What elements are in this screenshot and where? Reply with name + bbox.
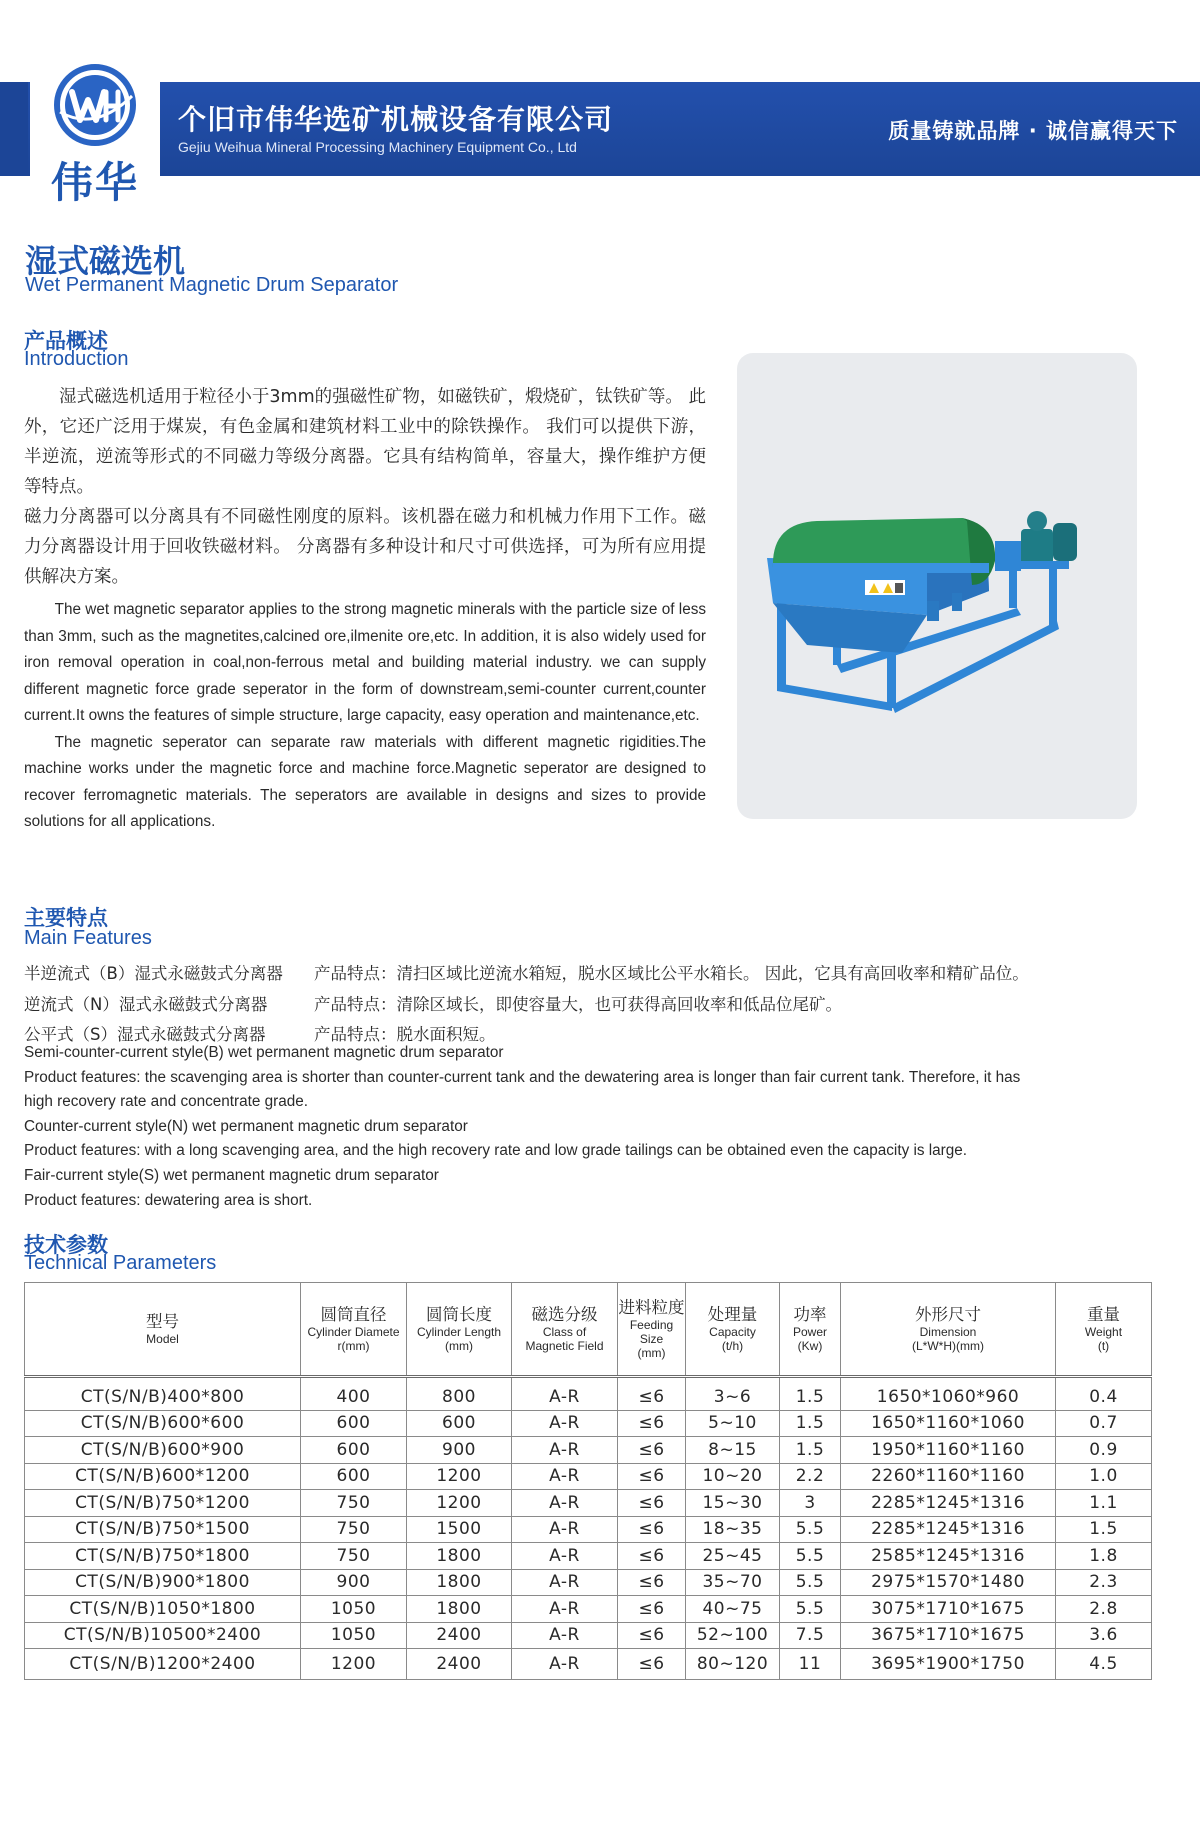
feature-desc: 产品特点：清扫区域比逆流水箱短，脱水区域比公平水箱长。 因此，它具有高回收率和精矿品位。	[314, 964, 1029, 983]
company-name-cn: 个旧市伟华选矿机械设备有限公司	[178, 103, 614, 136]
table-cell: 1800	[407, 1569, 512, 1596]
table-cell: 750	[301, 1490, 407, 1517]
column-header-en: Dimension	[919, 1325, 977, 1339]
product-photo	[737, 353, 1137, 819]
column-header-en: Feeding Size	[629, 1318, 674, 1346]
table-row	[25, 1622, 1152, 1649]
feature-desc: 产品特点：脱水面积短。	[314, 1025, 496, 1044]
table-cell: 1200	[301, 1649, 407, 1680]
intro-en-text	[24, 597, 706, 836]
table-header-row	[25, 1283, 1152, 1377]
table-cell: 52~100	[686, 1622, 780, 1649]
model-cell: CT(S/N/B)600*600	[25, 1410, 301, 1437]
table-cell: 25~45	[686, 1543, 780, 1570]
table-cell: 1650*1160*1060	[841, 1410, 1056, 1437]
table-cell: 1.8	[1056, 1543, 1152, 1570]
table-row	[25, 1490, 1152, 1517]
table-cell: 15~30	[686, 1490, 780, 1517]
table-cell: 750	[301, 1516, 407, 1543]
model-cell: CT(S/N/B)900*1800	[25, 1569, 301, 1596]
table-cell: 2285*1245*1316	[841, 1516, 1056, 1543]
column-header-unit: (t)	[1097, 1339, 1110, 1353]
feature-en-line: Product features: with a long scavenging area, and the high recovery rate and low grade tailings can be obtained even the capacity is large.	[24, 1142, 968, 1160]
model-cell: CT(S/N/B)1050*1800	[25, 1596, 301, 1623]
table-cell: A-R	[512, 1622, 618, 1649]
table-cell: 2.3	[1056, 1569, 1152, 1596]
table-cell: ≤6	[618, 1569, 686, 1596]
table-cell: 35~70	[686, 1569, 780, 1596]
feature-desc: 产品特点：清除区域长，即使容量大，也可获得高回收率和低品位尾矿。	[314, 995, 842, 1014]
table-cell: 800	[407, 1377, 512, 1411]
parameters-table	[24, 1282, 1152, 1680]
magnetic-separator-illustration	[737, 353, 1137, 819]
table-cell: 2.8	[1056, 1596, 1152, 1623]
model-cell: CT(S/N/B)750*1800	[25, 1543, 301, 1570]
table-cell: 5.5	[780, 1516, 841, 1543]
intro-cn-paragraph-1: 湿式磁选机适用于粒径小于3mm的强磁性矿物，如磁铁矿，煅烧矿，钛铁矿等。 此外，它还广泛用于煤炭，有色金属和建筑材料工业中的除铁操作。 我们可以提供下游，半逆流，逆流等形式的不同磁力等级分离器。它具有结构简单，容量大，操作维护方便等特点。	[24, 387, 706, 497]
feature-en-line: Fair-current style(S) wet permanent magnetic drum separator	[24, 1166, 439, 1184]
table-row	[25, 1463, 1152, 1490]
table-cell: A-R	[512, 1596, 618, 1623]
table-cell: 1800	[407, 1596, 512, 1623]
table-cell: 7.5	[780, 1622, 841, 1649]
model-cell: CT(S/N/B)600*1200	[25, 1463, 301, 1490]
table-cell: 1050	[301, 1622, 407, 1649]
table-cell: 3695*1900*1750	[841, 1649, 1056, 1680]
table-row	[25, 1410, 1152, 1437]
column-header	[407, 1283, 512, 1377]
table-cell: 11	[780, 1649, 841, 1680]
features-heading-en: Main Features	[24, 927, 152, 949]
table-cell: 0.7	[1056, 1410, 1152, 1437]
table-cell: 900	[407, 1437, 512, 1464]
table-cell: 5.5	[780, 1596, 841, 1623]
column-header-cn: 型号	[146, 1312, 179, 1331]
intro-heading-cn: 产品概述	[24, 329, 108, 353]
params-heading-cn: 技术参数	[24, 1233, 108, 1257]
model-cell: CT(S/N/B)400*800	[25, 1377, 301, 1411]
table-cell: 3675*1710*1675	[841, 1622, 1056, 1649]
features-en-text	[24, 1041, 1164, 1213]
table-cell: 1050	[301, 1596, 407, 1623]
column-header-en: Class of	[542, 1325, 587, 1339]
table-cell: A-R	[512, 1490, 618, 1517]
table-cell: 750	[301, 1543, 407, 1570]
intro-cn-text	[24, 382, 706, 592]
table-cell: 3	[780, 1490, 841, 1517]
table-cell: A-R	[512, 1649, 618, 1680]
table-row	[25, 1516, 1152, 1543]
table-cell: 1800	[407, 1543, 512, 1570]
table-cell: ≤6	[618, 1410, 686, 1437]
model-cell: CT(S/N/B)750*1200	[25, 1490, 301, 1517]
header-accent	[0, 82, 28, 176]
table-cell: 1650*1060*960	[841, 1377, 1056, 1411]
page-title-en: Wet Permanent Magnetic Drum Separator	[25, 274, 399, 296]
table-cell: 1.5	[1056, 1516, 1152, 1543]
column-header-cn: 磁选分级	[531, 1305, 598, 1324]
logo-text: 伟华	[50, 158, 139, 207]
feature-cn-row	[24, 991, 1164, 1015]
feature-type: 公平式（S）湿式永磁鼓式分离器	[24, 1025, 266, 1044]
feature-en-line: Semi-counter-current style(B) wet permanent magnetic drum separator	[24, 1044, 504, 1061]
table-cell: A-R	[512, 1410, 618, 1437]
intro-cn-paragraph-2: 磁力分离器可以分离具有不同磁性刚度的原料。该机器在磁力和机械力作用下工作。磁力分离器设计用于回收铁磁材料。 分离器有多种设计和尺寸可供选择，可为所有应用提供解决方案。	[24, 507, 706, 587]
feature-type: 半逆流式（B）湿式永磁鼓式分离器	[24, 964, 283, 983]
column-header	[301, 1283, 407, 1377]
column-header-cn: 处理量	[707, 1305, 758, 1324]
table-cell: A-R	[512, 1463, 618, 1490]
column-header-en: Model	[146, 1332, 179, 1346]
table-cell: 600	[301, 1410, 407, 1437]
column-header	[841, 1283, 1056, 1377]
column-header-en: Weight	[1084, 1325, 1123, 1339]
model-cell: CT(S/N/B)750*1500	[25, 1516, 301, 1543]
table-cell: A-R	[512, 1437, 618, 1464]
table-cell: ≤6	[618, 1490, 686, 1517]
model-cell: CT(S/N/B)600*900	[25, 1437, 301, 1464]
table-cell: 0.4	[1056, 1377, 1152, 1411]
intro-en-paragraph-1: The wet magnetic separator applies to the strong magnetic minerals with the particle size of less than 3mm, such as the magnetites,calcined ore,ilmenite ore,etc. In addition, it is also widely used for iron removal operation in coal,non-ferrous metal and building material industry. we can supply different magnetic force grade seperator in the form of downstream,semi-counter current,counter current.It owns the features of simple structure, large capacity, easy operation and maintenance,etc.	[24, 601, 706, 724]
column-header-en: Capacity	[709, 1325, 756, 1339]
table-cell: 1200	[407, 1463, 512, 1490]
table-cell: 1.1	[1056, 1490, 1152, 1517]
company-name-en: Gejiu Weihua Mineral Processing Machinery Equipment Co., Ltd	[178, 139, 577, 155]
table-cell: 1500	[407, 1516, 512, 1543]
table-row	[25, 1377, 1152, 1411]
table-cell: ≤6	[618, 1377, 686, 1411]
table-cell: 10~20	[686, 1463, 780, 1490]
table-cell: 2585*1245*1316	[841, 1543, 1056, 1570]
table-row	[25, 1569, 1152, 1596]
column-header-cn: 外形尺寸	[915, 1305, 981, 1324]
table-cell: 0.9	[1056, 1437, 1152, 1464]
column-header-en: Cylinder Diamete	[307, 1325, 400, 1339]
table-cell: 1.0	[1056, 1463, 1152, 1490]
table-cell: 1.5	[780, 1410, 841, 1437]
table-cell: ≤6	[618, 1649, 686, 1680]
table-row	[25, 1543, 1152, 1570]
column-header-unit: Magnetic Field	[525, 1339, 604, 1353]
feature-type: 逆流式（N）湿式永磁鼓式分离器	[24, 995, 268, 1014]
table-cell: 900	[301, 1569, 407, 1596]
feature-en-line: Counter-current style(N) wet permanent magnetic drum separator	[24, 1117, 468, 1135]
table-cell: 5.5	[780, 1569, 841, 1596]
table-cell: 5~10	[686, 1410, 780, 1437]
table-cell: 5.5	[780, 1543, 841, 1570]
column-header-unit: (L*W*H)(mm)	[912, 1339, 984, 1353]
feature-cn-row	[24, 960, 1164, 984]
intro-heading-en: Introduction	[24, 348, 129, 370]
logo	[30, 58, 160, 207]
column-header	[25, 1283, 301, 1377]
column-header-unit: (Kw)	[797, 1339, 823, 1353]
table-cell: 2.2	[780, 1463, 841, 1490]
column-header-unit: (t/h)	[721, 1339, 744, 1353]
table-cell: A-R	[512, 1569, 618, 1596]
params-heading-en: Technical Parameters	[24, 1252, 217, 1274]
table-cell: 600	[301, 1463, 407, 1490]
table-cell: 3~6	[686, 1377, 780, 1411]
table-cell: ≤6	[618, 1463, 686, 1490]
table-cell: 2400	[407, 1622, 512, 1649]
table-cell: 1200	[407, 1490, 512, 1517]
table-cell: 2400	[407, 1649, 512, 1680]
table-cell: A-R	[512, 1516, 618, 1543]
table-cell: A-R	[512, 1543, 618, 1570]
page-title-cn: 湿式磁选机	[25, 242, 186, 280]
column-header	[1056, 1283, 1152, 1377]
column-header	[512, 1283, 618, 1377]
column-header-unit: (mm)	[637, 1346, 666, 1360]
feature-en-line: high recovery rate and concentrate grade.	[24, 1093, 309, 1111]
table-cell: ≤6	[618, 1516, 686, 1543]
feature-en-line: Product features: dewatering area is short.	[24, 1191, 313, 1209]
logo-mark-icon	[52, 62, 138, 148]
table-cell: ≤6	[618, 1622, 686, 1649]
table-cell: 400	[301, 1377, 407, 1411]
table-cell: 4.5	[1056, 1649, 1152, 1680]
table-cell: 80~120	[686, 1649, 780, 1680]
table-cell: ≤6	[618, 1543, 686, 1570]
table-cell: 1.5	[780, 1377, 841, 1411]
table-cell: 18~35	[686, 1516, 780, 1543]
slogan: 质量铸就品牌 · 诚信赢得天下	[888, 119, 1178, 143]
table-cell: 1.5	[780, 1437, 841, 1464]
table-row	[25, 1596, 1152, 1623]
column-header-cn: 重量	[1087, 1305, 1120, 1324]
intro-en-paragraph-2: The magnetic seperator can separate raw materials with different magnetic rigidities.The machine works under the magnetic force and machine force.Magnetic seperator are designed to recover ferromagnetic materials. The seperators are available in designs and sizes to provide solutions for all applications.	[24, 733, 706, 830]
column-header	[780, 1283, 841, 1377]
column-header	[618, 1283, 686, 1377]
table-cell: ≤6	[618, 1437, 686, 1464]
table-cell: 600	[301, 1437, 407, 1464]
table-row	[25, 1649, 1152, 1680]
model-cell: CT(S/N/B)1200*2400	[25, 1649, 301, 1680]
features-heading-cn: 主要特点	[24, 906, 108, 930]
table-cell: 2975*1570*1480	[841, 1569, 1056, 1596]
column-header-unit: r(mm)	[337, 1339, 370, 1353]
table-cell: 3.6	[1056, 1622, 1152, 1649]
table-row	[25, 1437, 1152, 1464]
column-header-cn: 功率	[793, 1305, 827, 1324]
model-cell: CT(S/N/B)10500*2400	[25, 1622, 301, 1649]
table-cell: 2260*1160*1160	[841, 1463, 1056, 1490]
column-header	[686, 1283, 780, 1377]
table-body	[25, 1377, 1152, 1680]
table-cell: A-R	[512, 1377, 618, 1411]
table-cell: 8~15	[686, 1437, 780, 1464]
table-cell: 2285*1245*1316	[841, 1490, 1056, 1517]
table-cell: 1950*1160*1160	[841, 1437, 1056, 1464]
table-cell: 3075*1710*1675	[841, 1596, 1056, 1623]
column-header-unit: (mm)	[445, 1339, 473, 1353]
column-header-cn: 圆筒直径	[320, 1305, 387, 1324]
feature-en-line: Product features: the scavenging area is shorter than counter-current tank and the dewatering area is longer than fair current tank. Therefore, it has	[24, 1068, 1021, 1086]
column-header-cn: 圆筒长度	[426, 1305, 492, 1324]
table-cell: 40~75	[686, 1596, 780, 1623]
column-header-en: Cylinder Length	[416, 1325, 502, 1339]
column-header-en: Power	[792, 1325, 827, 1339]
table-cell: 600	[407, 1410, 512, 1437]
table-cell: ≤6	[618, 1596, 686, 1623]
column-header-cn: 进料粒度	[618, 1298, 685, 1317]
